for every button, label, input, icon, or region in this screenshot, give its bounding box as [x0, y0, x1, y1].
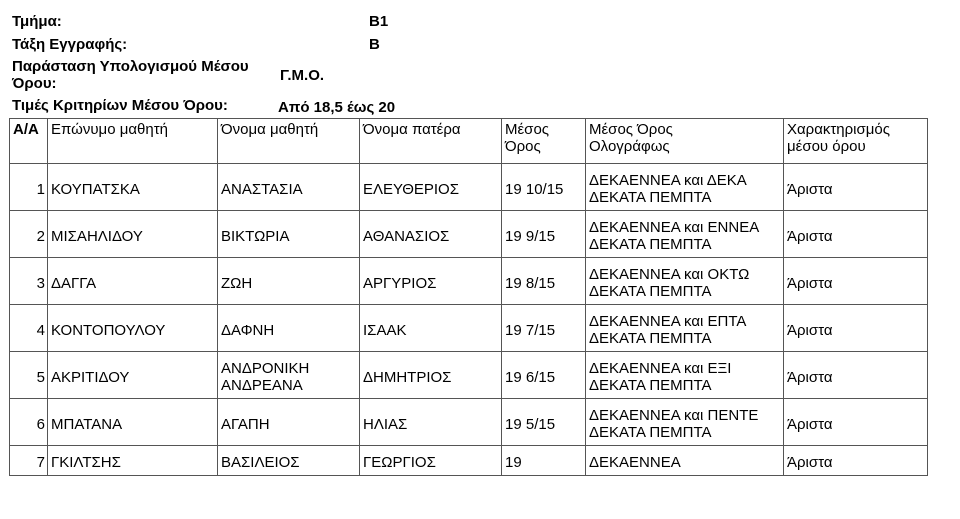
param-label-line2: Όρου: — [12, 75, 57, 92]
row-surname: ΜΠΑΤΑΝΑ — [48, 399, 218, 446]
row-father: ΕΛΕΥΘΕΡΙΟΣ — [360, 164, 502, 211]
table-row — [10, 305, 928, 352]
row-characterization: Άριστα — [784, 258, 928, 305]
table-row — [10, 258, 928, 305]
row-average: 19 — [502, 446, 586, 476]
table-header-row — [10, 119, 928, 164]
section-label: Τμήμα: — [12, 13, 62, 30]
row-characterization: Άριστα — [784, 399, 928, 446]
column-header-average-words — [586, 119, 784, 164]
column-header-characterization — [784, 119, 928, 164]
param-value: Γ.Μ.Ο. — [280, 67, 325, 84]
row-average: 19 6/15 — [502, 352, 586, 399]
class-label: Τάξη Εγγραφής: — [12, 36, 128, 53]
row-father: ΗΛΙΑΣ — [360, 399, 502, 446]
row-name — [218, 446, 360, 476]
row-name-line1: ΒΙΚΤΩΡΙΑ — [221, 227, 290, 245]
row-name-line2: ΑΝΔΡΕΑΝΑ — [221, 377, 303, 394]
row-name — [218, 211, 360, 258]
table-row — [10, 164, 928, 211]
row-average-words-line2: ΔΕΚΑΤΑ ΠΕΜΠΤΑ — [589, 377, 712, 394]
row-surname: ΓΚΙΛΤΣΗΣ — [48, 446, 218, 476]
row-father: ΙΣΑΑΚ — [360, 305, 502, 352]
row-characterization: Άριστα — [784, 352, 928, 399]
row-father: ΑΡΓΥΡΙΟΣ — [360, 258, 502, 305]
row-name-line1: ΔΑΦΝΗ — [221, 321, 275, 339]
row-father: ΑΘΑΝΑΣΙΟΣ — [360, 211, 502, 258]
column-header-surname: Επώνυμο μαθητή — [48, 119, 218, 164]
row-aa: 3 — [10, 258, 48, 305]
row-average-words — [586, 258, 784, 305]
param-label-line1: Παράσταση Υπολογισμού Μέσου — [12, 58, 249, 75]
row-surname: ΚΟΝΤΟΠΟΥΛΟΥ — [48, 305, 218, 352]
row-average-words-line2: ΔΕΚΑΤΑ ΠΕΜΠΤΑ — [589, 189, 712, 206]
row-average-words-line2: ΔΕΚΑΤΑ ΠΕΜΠΤΑ — [589, 236, 712, 253]
section-value: Β1 — [369, 13, 389, 30]
row-average: 19 9/15 — [502, 211, 586, 258]
criteria-label: Τιμές Κριτηρίων Μέσου Όρου: — [12, 97, 228, 114]
row-average-words-line2: ΔΕΚΑΤΑ ΠΕΜΠΤΑ — [589, 330, 712, 347]
column-header-name: Όνομα μαθητή — [218, 119, 360, 164]
row-aa: 5 — [10, 352, 48, 399]
row-name-line1: ΖΩΗ — [221, 274, 253, 292]
row-aa: 4 — [10, 305, 48, 352]
row-average-words-line2: ΔΕΚΑΤΑ ΠΕΜΠΤΑ — [589, 283, 712, 300]
row-aa: 1 — [10, 164, 48, 211]
grades-table — [9, 118, 928, 476]
column-header-aa: Α/Α — [10, 119, 48, 164]
table-row — [10, 446, 928, 476]
row-average-words-line1: ΔΕΚΑΕΝΝΕΑ και ΔΕΚΑ — [589, 172, 747, 189]
row-average: 19 5/15 — [502, 399, 586, 446]
table-row — [10, 352, 928, 399]
row-average-words — [586, 352, 784, 399]
row-average-words-line1: ΔΕΚΑΕΝΝΕΑ και ΕΠΤΑ — [589, 313, 747, 330]
row-aa: 2 — [10, 211, 48, 258]
row-average: 19 10/15 — [502, 164, 586, 211]
row-average-words — [586, 305, 784, 352]
column-header-father: Όνομα πατέρα — [360, 119, 502, 164]
row-name-line1: ΒΑΣΙΛΕΙΟΣ — [221, 454, 300, 471]
row-name — [218, 399, 360, 446]
row-name — [218, 352, 360, 399]
row-name-line1: ΑΝΔΡΟΝΙΚΗ — [221, 360, 310, 377]
row-average-words-line2: ΔΕΚΑΤΑ ΠΕΜΠΤΑ — [589, 424, 712, 441]
row-average-words-line1: ΔΕΚΑΕΝΝΕΑ και ΟΚΤΩ — [589, 266, 750, 283]
row-aa: 7 — [10, 446, 48, 476]
row-surname: ΑΚΡΙΤΙΔΟΥ — [48, 352, 218, 399]
row-name — [218, 164, 360, 211]
row-father: ΓΕΩΡΓΙΟΣ — [360, 446, 502, 476]
row-characterization: Άριστα — [784, 211, 928, 258]
row-average-words — [586, 211, 784, 258]
row-aa: 6 — [10, 399, 48, 446]
row-average-words — [586, 399, 784, 446]
row-average-words — [586, 446, 784, 476]
column-header-average-words-line1: Μέσος Όρος — [589, 121, 673, 138]
row-name-line1: ΑΝΑΣΤΑΣΙΑ — [221, 180, 303, 198]
row-average-words-line1: ΔΕΚΑΕΝΝΕΑ και ΕΝΝΕΑ — [589, 219, 760, 236]
table-row — [10, 399, 928, 446]
class-value: Β — [369, 36, 380, 53]
column-header-average-line1: Μέσος — [505, 121, 550, 138]
row-characterization: Άριστα — [784, 305, 928, 352]
table-row — [10, 211, 928, 258]
row-surname: ΚΟΥΠΑΤΣΚΑ — [48, 164, 218, 211]
row-characterization: Άριστα — [784, 446, 928, 476]
column-header-average — [502, 119, 586, 164]
criteria-value: Από 18,5 έως 20 — [278, 99, 396, 116]
column-header-average-words-line2: Ολογράφως — [589, 138, 670, 155]
row-name-line1: ΑΓΑΠΗ — [221, 415, 270, 433]
row-characterization: Άριστα — [784, 164, 928, 211]
row-average: 19 7/15 — [502, 305, 586, 352]
row-name — [218, 258, 360, 305]
column-header-characterization-line1: Χαρακτηρισμός — [787, 121, 890, 138]
row-average-words-line1: ΔΕΚΑΕΝΝΕΑ — [589, 454, 681, 471]
row-average: 19 8/15 — [502, 258, 586, 305]
row-surname: ΜΙΣΑΗΛΙΔΟΥ — [48, 211, 218, 258]
column-header-average-line2: Όρος — [505, 138, 541, 155]
row-surname: ΔΑΓΓΑ — [48, 258, 218, 305]
column-header-characterization-line2: μέσου όρου — [787, 138, 866, 155]
row-name — [218, 305, 360, 352]
row-average-words-line1: ΔΕΚΑΕΝΝΕΑ και ΕΞΙ — [589, 360, 732, 377]
row-average-words — [586, 164, 784, 211]
row-average-words-line1: ΔΕΚΑΕΝΝΕΑ και ΠΕΝΤΕ — [589, 407, 759, 424]
row-father: ΔΗΜΗΤΡΙΟΣ — [360, 352, 502, 399]
